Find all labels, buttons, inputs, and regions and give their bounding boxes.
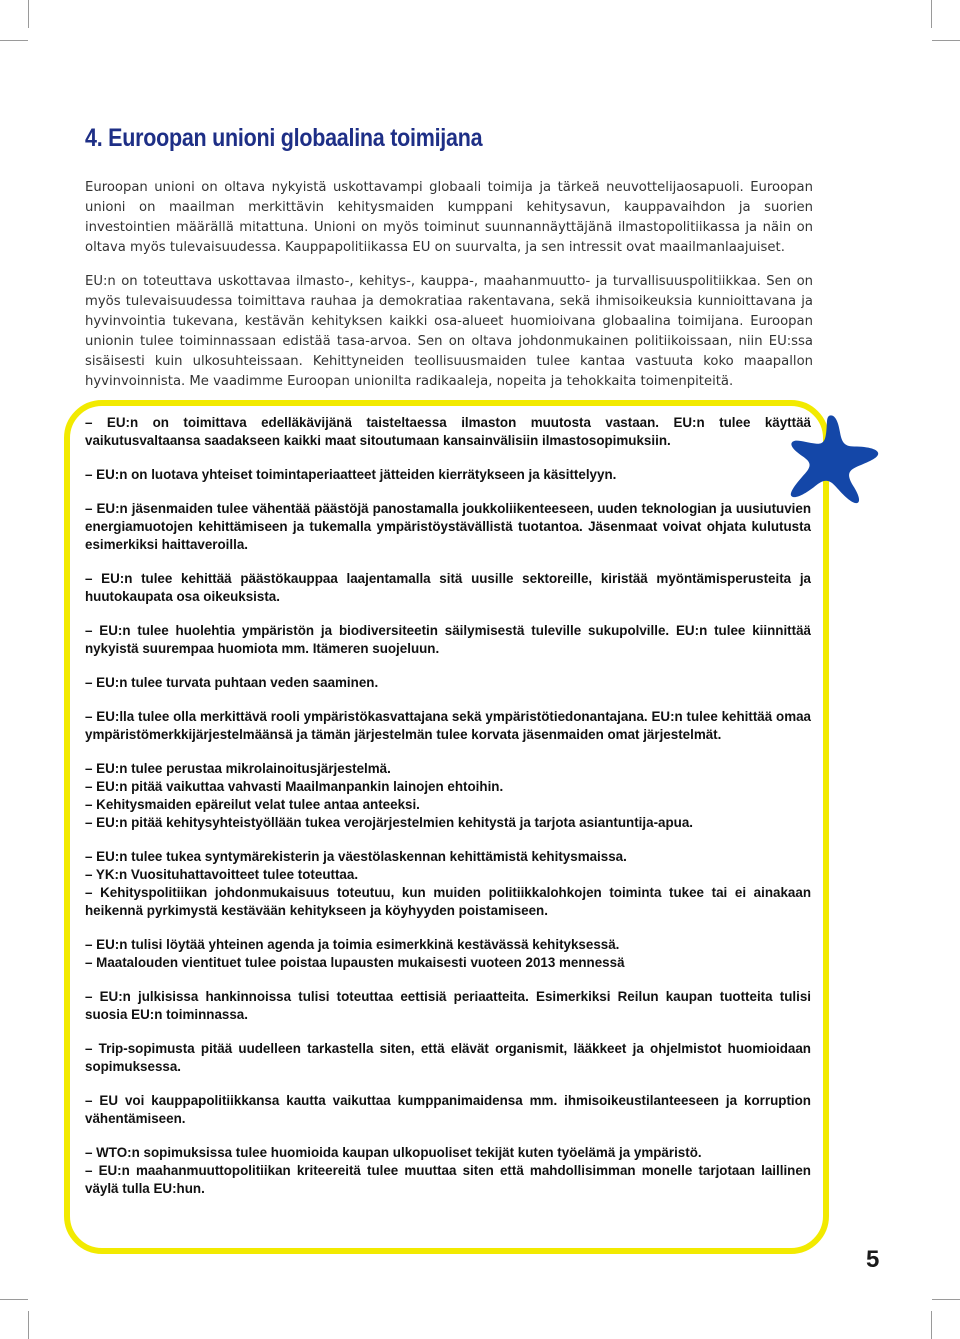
demand-item: – EU:n pitää kehitysyhteistyöllään tukea verojärjestelmien kehitystä ja tarjota asiantuntija-apua.: [85, 815, 693, 830]
demand-group: [85, 414, 811, 450]
demand-item: – EU:n tulisi löytää yhteinen agenda ja toimia esimerkkinä kestävässä kehityksessä.: [85, 937, 620, 952]
intro-text: [85, 178, 813, 392]
page-title: 4. Euroopan unioni globaalina toimijana: [85, 124, 483, 152]
demand-item: – EU:n tulee huolehtia ympäristön ja biodiversiteetin säilymisestä tuleville sukupolville. EU:n tulee kiinnittää nykyistä suurempaa huomiota mm. Itämeren suojeluun.: [85, 623, 811, 656]
demand-item: – EU:n tulee perustaa mikrolainoitusjärjestelmä.: [85, 761, 391, 776]
crop-mark-top-right-horizontal: [932, 40, 960, 41]
demand-item: – EU:n maahanmuuttopolitiikan kriteereitä tulee muuttaa siten että mahdollisimman monelle tarjotaan laillinen väylä tulla EU:hun.: [85, 1163, 811, 1196]
demand-item: – EU:n tulee tukea syntymärekisterin ja väestölaskennan kehittämistä kehitysmaissa.: [85, 849, 627, 864]
demand-item: – EU:n tulee kehittää päästökauppaa laajentamalla sitä uusille sektoreille, kiristää myöntämisperusteita ja huutokaupata osa oikeuksista.: [85, 571, 811, 604]
demand-item: – Maatalouden vientituet tulee poistaa lupausten mukaisesti vuoteen 2013 mennessä: [85, 955, 625, 970]
demand-group: [85, 848, 811, 920]
demand-group: [85, 466, 811, 484]
demand-group: [85, 570, 811, 606]
demand-group: [85, 708, 811, 744]
demand-group: [85, 1144, 811, 1198]
demand-item: – WTO:n sopimuksissa tulee huomioida kaupan ulkopuoliset tekijät kuten työelämä ja ympäristö.: [85, 1145, 702, 1160]
demand-item: – EU:n on luotava yhteiset toimintaperiaatteet jätteiden kierrätykseen ja käsittelyyn.: [85, 467, 617, 482]
demand-group: [85, 500, 811, 554]
intro-paragraph-2: EU:n on toteuttava uskottavaa ilmasto-, kehitys-, kauppa-, maahanmuutto- ja turvallisuuspolitiikkaa. Sen on myös tulevaisuudessa toimittava rauhaa ja demokratiaa rakentavana, sekä ihmisoikeuksia kunnioittavana ja hyvinvointia tukevana, kestävän kehityksen kaikki osa-alueet huomioivana globaalina toimijana. Euroopan unionin tulee toiminnassaan edistää tasa-arvoa. Sen on oltava johdonmukainen politiikoissaan, niin EU:ssa sisäisesti kuin ulkosuhteissaan. Kehittyneiden teollisuusmaiden tulee kantaa vastuuta koko maapallon hyvinvoinnista. Me vaadimme Euroopan unionilta radikaaleja, nopeita ja tehokkaita toimenpiteitä.: [85, 274, 813, 389]
demand-item: – EU:n julkisissa hankinnoissa tulisi toteuttaa eettisiä periaatteita. Esimerkiksi Reilun kaupan tuotteita tulisi suosia EU:n toiminnassa.: [85, 989, 811, 1022]
crop-mark-top-right-vertical: [931, 0, 932, 28]
demand-group: [85, 1040, 811, 1076]
demand-item: – EU:n on toimittava edelläkävijänä taisteltaessa ilmaston muutosta vastaan. EU:n tulee käyttää vaikutusvaltaansa saadakseen kaikki maat sitoutumaan kansainvälisiin ilmastosopimuksiin.: [85, 415, 811, 448]
demand-item: – EU:n pitää vaikuttaa vahvasti Maailmanpankin lainojen ehtoihin.: [85, 779, 504, 794]
demand-group: [85, 674, 811, 692]
crop-mark-bottom-left-vertical: [28, 1311, 29, 1339]
demand-item: – EU voi kauppapolitiikkansa kautta vaikuttaa kumppanimaidensa mm. ihmisoikeustilanteeseen ja korruption vähentämiseen.: [85, 1093, 811, 1126]
demand-item: – Trip-sopimusta pitää uudelleen tarkastella siten, että elävät organismit, lääkkeet ja ohjelmistot huomioidaan sopimuksessa.: [85, 1041, 811, 1074]
crop-mark-bottom-right-horizontal: [932, 1299, 960, 1300]
demand-group: [85, 936, 811, 972]
demand-group: [85, 760, 811, 832]
demand-item: – YK:n Vuosituhattavoitteet tulee toteuttaa.: [85, 867, 359, 882]
intro-paragraph-1: Euroopan unioni on oltava nykyistä uskottavampi globaali toimija ja tärkeä neuvottelijaosapuoli. Euroopan unioni on maailman merkittävin kehitysmaiden kumppani kehitysavun, kauppavaihdon ja suorien investointien määrällä mitattuna. Unioni on myös toiminut suunnannäyttäjänä ilmastopolitiikassa ja näin on oltava myös tulevaisuudessa. Kauppapolitiikassa EU on suurvalta, ja sen intressit ovat maailmanlaajuiset.: [85, 180, 813, 255]
demand-item: – EU:n jäsenmaiden tulee vähentää päästöjä panostamalla joukkoliikenteeseen, uuden teknologian ja uusiutuvien energiamuotojen kehittämiseen ja tukemalla ympäristöystävällistä tuotantoa. Jäsenmaat voivat ohjata kulutusta esimerkiksi haittaveroilla.: [85, 501, 811, 552]
demand-group: [85, 622, 811, 658]
demand-item: – EU:lla tulee olla merkittävä rooli ympäristökasvattajana sekä ympäristötiedonantajana. EU:n tulee kehittää omaa ympäristömerkkijärjestelmäänsä ja tämän järjestelmän tulee korvata jäsenmaiden omat järjestelmät.: [85, 709, 811, 742]
demands-list: [85, 414, 811, 1214]
demand-item: – EU:n tulee turvata puhtaan veden saaminen.: [85, 675, 379, 690]
crop-mark-top-left-horizontal: [0, 40, 28, 41]
crop-mark-top-left-vertical: [28, 0, 29, 28]
crop-mark-bottom-left-horizontal: [0, 1299, 28, 1300]
demand-group: [85, 1092, 811, 1128]
demand-group: [85, 988, 811, 1024]
crop-mark-bottom-right-vertical: [931, 1311, 932, 1339]
demand-item: – Kehitysmaiden epäreilut velat tulee antaa anteeksi.: [85, 797, 420, 812]
demand-item: – Kehityspolitiikan johdonmukaisuus toteutuu, kun muiden politiikkalohkojen toiminta tukee tai ei ainakaan heikennä pyrkimystä kestävään kehitykseen ja köyhyyden poistamiseen.: [85, 885, 811, 918]
page-number: 5: [866, 1246, 880, 1273]
